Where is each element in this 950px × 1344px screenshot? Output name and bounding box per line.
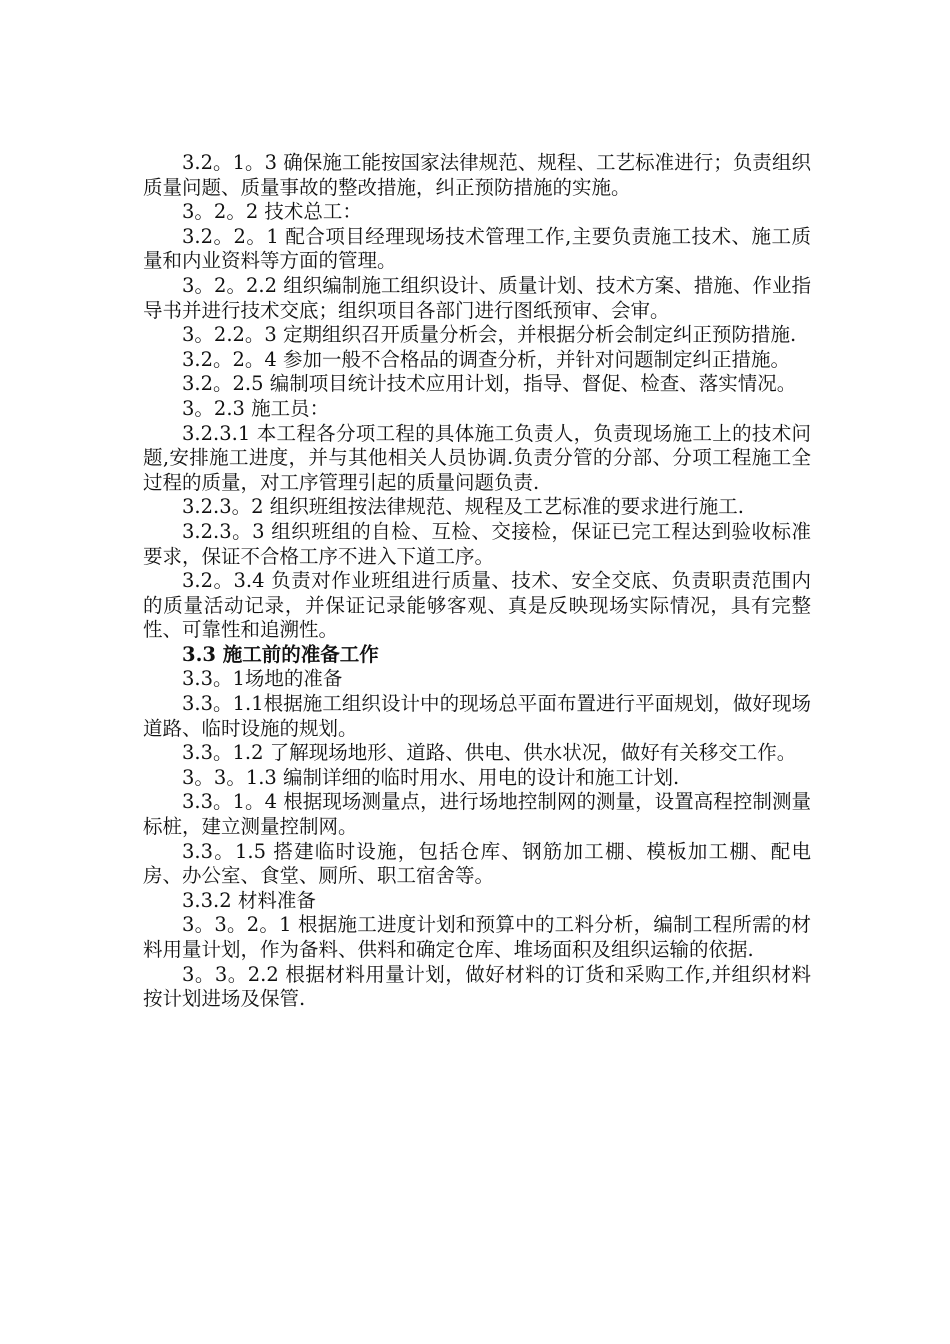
paragraph: 3.2.3。3 组织班组的自检、互检、交接检，保证已完工程达到验收标准要求，保证不合格工序不进入下道工序。 <box>143 519 811 568</box>
subsection-heading: 3。2。2 技术总工： <box>182 200 362 224</box>
section-heading: 3.3 施工前的准备工作 <box>182 642 379 666</box>
paragraph: 3。3。2。1 根据施工进度计划和预算中的工料分析，编制工程所需的材料用量计划，作为备料、供料和确定仓库、堆场面积及组织运输的依据. <box>143 913 811 961</box>
subsection-heading: 3。2.3 施工员： <box>182 396 330 420</box>
subsection-heading: 3.3。1场地的准备 <box>182 667 343 691</box>
paragraph: 3.2。2。4 参加一般不合格品的调查分析，并针对问题制定纠正措施。 <box>182 347 791 371</box>
paragraph: 3。3。1.3 编制详细的临时用水、用电的设计和施工计划. <box>182 765 680 789</box>
paragraph: 3.3。1.2 了解现场地形、道路、供电、供水状况，做好有关移交工作。 <box>182 741 797 765</box>
paragraph: 3。2.2。3 定期组织召开质量分析会，并根据分析会制定纠正预防措施. <box>182 323 797 347</box>
paragraph: 3.2.3。2 组织班组按法律规范、规程及工艺标准的要求进行施工. <box>182 495 744 519</box>
subsection-heading: 3.3.2 材料准备 <box>182 888 316 912</box>
paragraph: 3.3。1.5 搭建临时设施，包括仓库、钢筋加工棚、模板加工棚、配电房、办公室、食堂、厕所、职工宿舍等。 <box>143 839 811 888</box>
paragraph: 3.2。2.5 编制项目统计技术应用计划，指导、督促、检查、落实情况。 <box>182 372 797 396</box>
paragraph: 3.2。1。3 确保施工能按国家法律规范、规程、工艺标准进行；负责组织质量问题、质量事故的整改措施，纠正预防措施的实施。 <box>143 151 811 199</box>
paragraph: 3.2.3.1 本工程各分项工程的具体施工负责人，负责现场施工上的技术问题,安排施工进度，并与其他相关人员协调.负责分管的分部、分项工程施工全过程的质量，对工序管理引起的质量问题负责. <box>143 421 811 494</box>
paragraph: 3.2。2。1 配合项目经理现场技术管理工作,主要负责施工技术、施工质量和内业资料等方面的管理。 <box>143 224 811 273</box>
paragraph: 3。2。2.2 组织编制施工组织设计、质量计划、技术方案、措施、作业指导书并进行技术交底；组织项目各部门进行图纸预审、会审。 <box>143 273 811 322</box>
paragraph: 3。3。2.2 根据材料用量计划，做好材料的订货和采购工作,并组织材料按计划进场及保管. <box>143 962 811 1011</box>
paragraph: 3.3。1。4 根据现场测量点，进行场地控制网的测量，设置高程控制测量标桩，建立测量控制网。 <box>143 790 811 839</box>
paragraph: 3.3。1.1根据施工组织设计中的现场总平面布置进行平面规划，做好现场道路、临时设施的规划。 <box>143 692 811 740</box>
paragraph: 3.2。3.4 负责对作业班组进行质量、技术、安全交底、负责职责范围内的质量活动记录，并保证记录能够客观、真是反映现场实际情况，具有完整性、可靠性和追溯性。 <box>143 569 811 642</box>
document-page <box>143 151 811 1012</box>
